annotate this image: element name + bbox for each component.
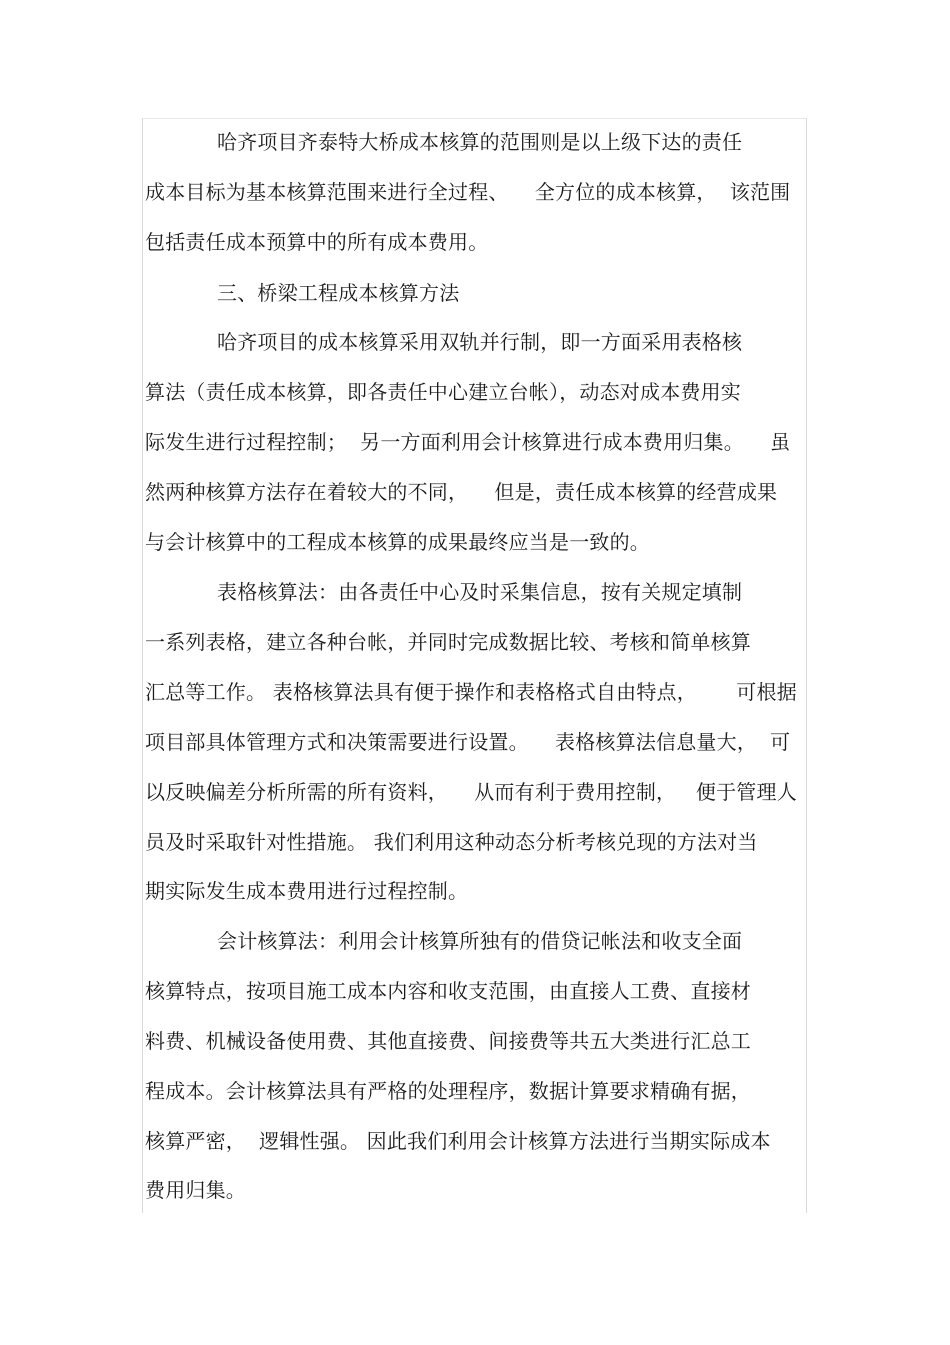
text-line: 际发生进行过程控制； 另一方面利用会计核算进行成本费用归集。 虽 bbox=[145, 430, 791, 454]
text-line: 与会计核算中的工程成本核算的成果最终应当是一致的。 bbox=[145, 530, 650, 554]
text-line: 包括责任成本预算中的所有成本费用。 bbox=[145, 230, 489, 254]
text-line: 哈齐项目齐泰特大桥成本核算的范围则是以上级下达的责任 bbox=[217, 130, 743, 154]
text-line: 然两种核算方法存在着较大的不同， 但是，责任成本核算的经营成果 bbox=[145, 480, 778, 504]
text-line: 员及时采取针对性措施。 我们利用这种动态分析考核兑现的方法对当 bbox=[145, 830, 758, 854]
text-line: 程成本。会计核算法具有严格的处理程序，数据计算要求精确有据， bbox=[145, 1079, 751, 1103]
text-line: 表格核算法：由各责任中心及时采集信息，按有关规定填制 bbox=[217, 580, 743, 604]
text-line: 成本目标为基本核算范围来进行全过程、 全方位的成本核算， 该范围 bbox=[145, 180, 791, 204]
text-line: 核算特点，按项目施工成本内容和收支范围，由直接人工费、直接材 bbox=[145, 979, 751, 1003]
text-line: 一系列表格，建立各种台帐，并同时完成数据比较、考核和简单核算 bbox=[145, 630, 751, 654]
text-line: 以反映偏差分析所需的所有资料， 从而有利于费用控制， 便于管理人 bbox=[145, 780, 797, 804]
text-line: 核算严密， 逻辑性强。 因此我们利用会计核算方法进行当期实际成本 bbox=[145, 1129, 771, 1153]
text-line: 项目部具体管理方式和决策需要进行设置。 表格核算法信息量大， 可 bbox=[145, 730, 791, 754]
text-line: 期实际发生成本费用进行过程控制。 bbox=[145, 879, 469, 903]
text-line: 料费、机械设备使用费、其他直接费、间接费等共五大类进行汇总工 bbox=[145, 1029, 751, 1053]
section-heading: 三、桥梁工程成本核算方法 bbox=[217, 281, 460, 305]
text-line: 费用归集。 bbox=[145, 1178, 246, 1202]
text-line: 哈齐项目的成本核算采用双轨并行制，即一方面采用表格核 bbox=[217, 330, 743, 354]
text-line: 汇总等工作。 表格核算法具有便于操作和表格格式自由特点， 可根据 bbox=[145, 680, 797, 704]
text-line: 会计核算法：利用会计核算所独有的借贷记帐法和收支全面 bbox=[217, 929, 743, 953]
text-line: 算法（责任成本核算，即各责任中心建立台帐），动态对成本费用实 bbox=[145, 380, 741, 404]
